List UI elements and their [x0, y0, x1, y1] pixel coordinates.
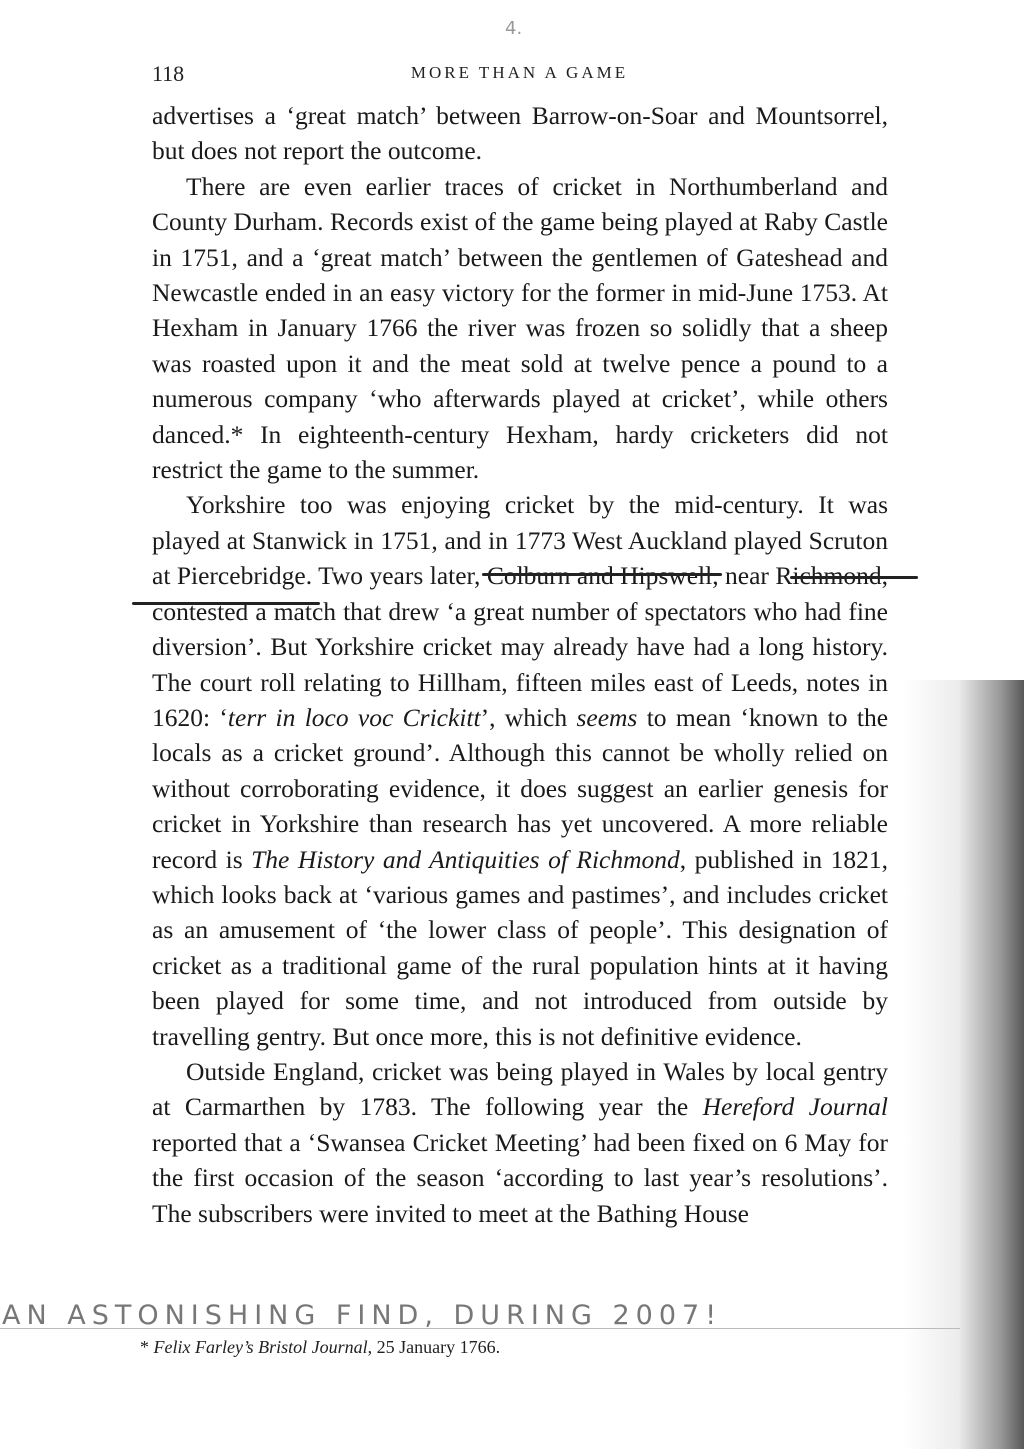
paragraph-1: advertises a ‘great match’ between Barrow-on-Soar and Mountsorrel, but does not report the outcome. — [152, 101, 888, 166]
paragraph-4-part-b: reported that a ‘Swansea Cricket Meeting’ had been fixed on 6 May for the first occasion of the season ‘according to last year’s resolutions’. The subscribers were invited to meet at the Bathing House — [152, 1127, 888, 1228]
running-title: MORE THAN A GAME — [410, 63, 629, 82]
body-text — [152, 98, 888, 1231]
ink-underline-scruton — [790, 576, 918, 579]
scan-shadow-edge — [904, 680, 1024, 1449]
latin-quote: terr in loco voc Crickitt — [227, 702, 481, 732]
pencil-page-mark: 4. — [505, 18, 523, 39]
ink-underline-1773-west-auckland — [482, 573, 722, 576]
paragraph-4-part-a: Outside England, cricket was being played in Wales by local gentry at Carmarthen by 1783. The following year the — [152, 1056, 888, 1122]
journal-title: Hereford Journal — [702, 1092, 888, 1122]
ink-underline-piercebridge — [132, 602, 320, 605]
footnote-rule — [0, 1328, 960, 1329]
handwritten-annotation: AN ASTONISHING FIND, DURING 2007! — [2, 1300, 723, 1331]
paragraph-4 — [152, 1054, 888, 1231]
paragraph-3-part-a: Yorkshire too was enjoying cricket by the mid-century. It was played at Stanwick in 1751, and in 1773 West Auckland played Scruton at Piercebridge. Two years later, Colburn and Hipswell, near Richmond, contested a match that drew ‘a great number of spectators who had fine diversion’. But Yorkshire cricket may already have had a long history. The court roll relating to Hillham, fifteen miles east of Leeds, notes in 1620: ‘ — [152, 490, 888, 732]
footnote-source-title: Felix Farley’s Bristol Journal — [153, 1337, 368, 1357]
emphasis-seems: seems — [576, 702, 638, 732]
page-header — [152, 55, 887, 95]
paragraph-3-part-d: , published in 1821, which looks back at ‘various games and pastimes’, and includes cricket as an amusement of ‘the lower class of people’. This designation of cricket as a traditional game of the rural population hints at it having been played for some time, and not introduced from outside by travelling gentry. But once more, this is not definitive evidence. — [152, 844, 888, 1051]
book-title: The History and Antiquities of Richmond — [251, 844, 680, 874]
footnote — [140, 1337, 500, 1358]
footnote-marker: * — [140, 1337, 154, 1357]
footnote-date: , 25 January 1766. — [367, 1337, 501, 1357]
page-number: 118 — [152, 61, 185, 86]
paragraph-3-part-b: ’, which — [480, 702, 577, 732]
paragraph-2: There are even earlier traces of cricket in Northumberland and County Durham. Records exist of the game being played at Raby Castle in 1751, and a ‘great match’ between the gentlemen of Gateshead and Newcastle ended in an easy victory for the former in mid-June 1753. At Hexham in January 1766 the river was frozen so solidly that a sheep was roasted upon it and the meat sold at twelve pence a pound to a numerous company ‘who afterwards played at cricket’, while others danced.* In eighteenth-century Hexham, hardy cricketers did not restrict the game to the summer. — [152, 171, 888, 485]
paragraph-3-part-c: to mean ‘known to the locals as a cricket ground’. Although this cannot be wholly relied on without corroborating evidence, it does suggest an earlier genesis for cricket in Yorkshire than research has yet uncovered. A more reliable record is — [152, 702, 889, 874]
